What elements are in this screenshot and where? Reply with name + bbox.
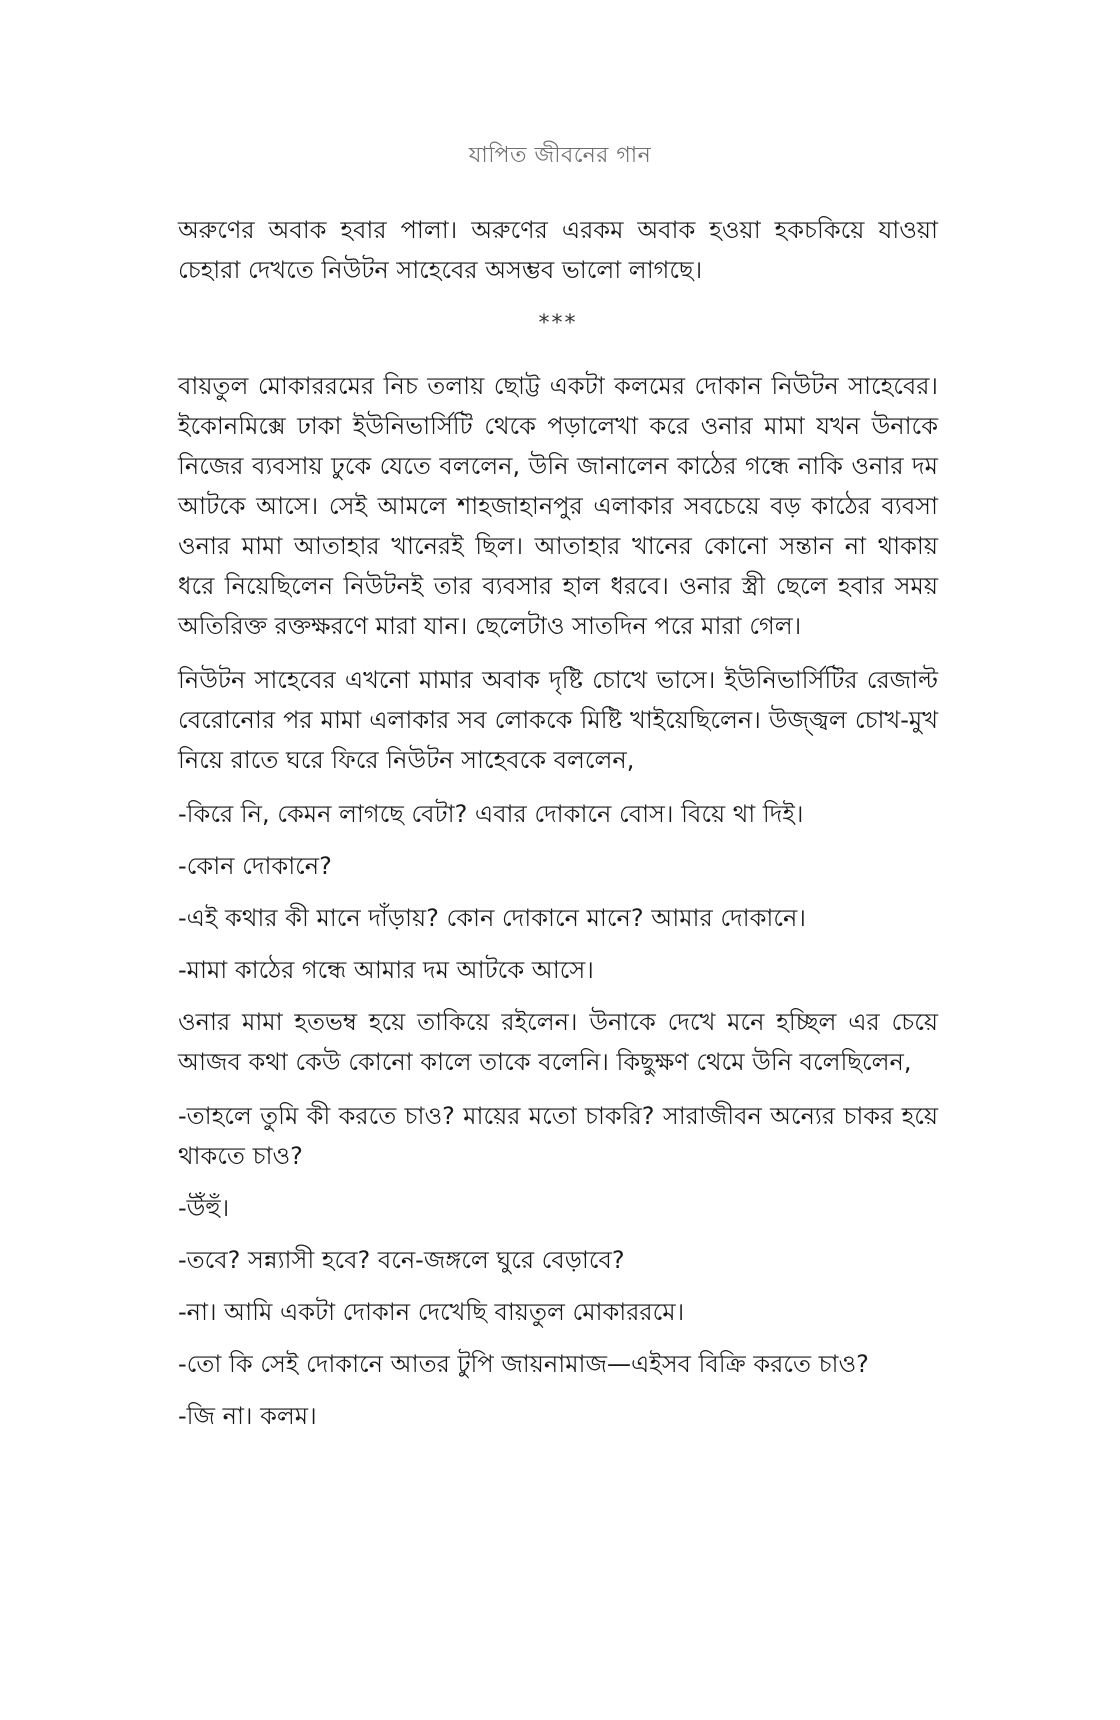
dialog-line: -তো কি সেই দোকানে আতর টুপি জায়নামাজ—এইসব বিক্রি করতে চাও? xyxy=(178,1350,869,1378)
dialog-line: -মামা কাঠের গন্ধে আমার দম আটকে আসে। xyxy=(178,956,594,984)
dialog-line: -এই কথার কী মানে দাঁড়ায়? কোন দোকানে মানে? আমার দোকানে। xyxy=(178,904,806,932)
dialog-line: -তবে? সন্ন্যাসী হবে? বনে-জঙ্গলে ঘুরে বেড়াবে? xyxy=(178,1246,625,1274)
paragraph: নিউটন সাহেবের এখনো মামার অবাক দৃষ্টি চোখে ভাসে। ইউনিভার্সিটির রেজাল্ট বেরোনোর পর মামা এলাকার সব লোককে মিষ্টি খাইয়েছিলেন। উজ্জ্বল চোখ-মুখ নিয়ে রাতে ঘরে ফিরে নিউটন সাহেবকে বললেন, xyxy=(178,666,938,774)
dialog-line: -তাহলে তুমি কী করতে চাও? মায়ের মতো চাকরি? সারাজীবন অন্যের চাকর হয়ে থাকতে চাও? xyxy=(178,1102,938,1170)
dialog-line: -কোন দোকানে? xyxy=(178,852,332,880)
running-head: যাপিত জীবনের গান xyxy=(468,143,652,168)
body-text xyxy=(178,210,938,1448)
paragraph: বায়তুল মোকাররমের নিচ তলায় ছোট্ট একটা কলমের দোকান নিউটন সাহেবের। ইকোনমিক্সে ঢাকা ইউনিভার্সিটি থেকে পড়ালেখা করে ওনার মামা যখন উনাকে নিজের ব্যবসায় ঢুকে যেতে বললেন, উনি জানালেন কাঠের গন্ধে নাকি ওনার দম আটকে আসে। সেই আমলে শাহজাহানপুর এলাকার সবচেয়ে বড় কাঠের ব্যবসা ওনার মামা আতাহার খানেরই ছিল। আতাহার খানের কোনো সন্তান না থাকায় ধরে নিয়েছিলেন নিউটনই তার ব্যবসার হাল ধরবে। ওনার স্ত্রী ছেলে হবার সময় অতিরিক্ত রক্তক্ষরণে মারা যান। ছেলেটাও সাতদিন পরে মারা গেল। xyxy=(178,372,938,640)
dialog-line: -না। আমি একটা দোকান দেখেছি বায়তুল মোকাররমে। xyxy=(178,1298,685,1326)
section-separator: *** xyxy=(538,311,578,336)
dialog-line: -জি না। কলম। xyxy=(178,1402,317,1430)
dialog-line: -কিরে নি, কেমন লাগছে বেটা? এবার দোকানে বোস। বিয়ে থা দিই। xyxy=(178,800,804,828)
paragraph: অরুণের অবাক হবার পালা। অরুণের এরকম অবাক হওয়া হকচকিয়ে যাওয়া চেহারা দেখতে নিউটন সাহেবের অসম্ভব ভালো লাগছে। xyxy=(178,216,938,284)
dialog-line: -উঁহুঁ। xyxy=(178,1194,230,1222)
paragraph: ওনার মামা হতভম্ব হয়ে তাকিয়ে রইলেন। উনাকে দেখে মনে হচ্ছিল এর চেয়ে আজব কথা কেউ কোনো কালে তাকে বলেনি। কিছুক্ষণ থেমে উনি বলেছিলেন, xyxy=(178,1008,938,1076)
